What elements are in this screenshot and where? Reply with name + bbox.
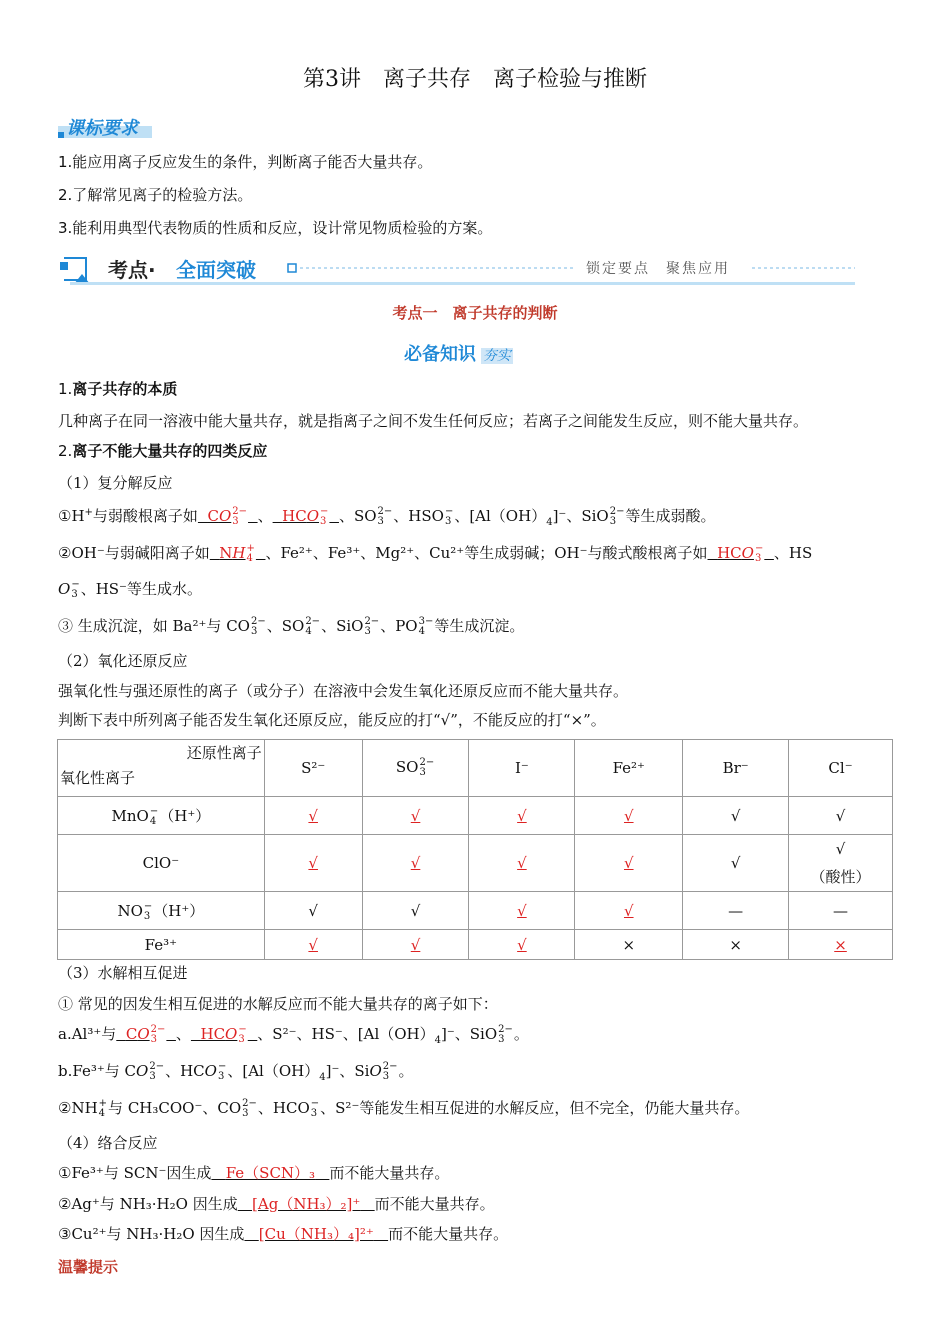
sub2-text1: 强氧化性与强还原性的离子（或分子）在溶液中会发生氧化还原反应而不能大量共存。 (58, 682, 629, 700)
kebiao-badge (58, 112, 156, 140)
kebiao-item-3: 3.能利用典型代表物质的性质和反应，设计常见物质检验的方案。 (58, 219, 493, 237)
table-row (58, 835, 893, 892)
line2-text-c: 、HS (773, 544, 813, 562)
line2-text-a: ②OH⁻与弱碱阳离子如 (58, 544, 210, 562)
line1-ans2: HC (282, 507, 307, 525)
table-header-row (58, 740, 893, 797)
cell: √ (683, 797, 789, 835)
p1-title-text: 离子共存的本质 (72, 380, 178, 398)
cell: √ (469, 797, 575, 835)
table-corner (58, 740, 265, 797)
row-label: Fe³⁺ (58, 930, 265, 960)
corner-top: 还原性离子 (186, 744, 262, 762)
line2-text-d: 、HS⁻等生成水。 (80, 580, 202, 598)
kebiao-item-2: 2.了解常见离子的检验方法。 (58, 186, 253, 204)
cell: √ (264, 797, 362, 835)
hydro-a: a.Al³⁺与 CO 2− 3 、 HCO − 3 、S²⁻、HS⁻、$[Al(OH)_4]^-$、SiO 2− 3 。 (58, 1024, 529, 1046)
line3-end: 等生成沉淀。 (434, 617, 525, 635)
cell-extra: （酸性） (810, 868, 871, 886)
complex-1-ans: Fe（SCN）₃ (225, 1164, 316, 1182)
line1-rest: 、SO (338, 507, 377, 525)
row-label-suffix: （H⁺） (159, 806, 211, 825)
complex-1-pre: ①Fe³⁺与 SCN⁻因生成 (58, 1164, 212, 1182)
col-i: I⁻ (469, 740, 575, 797)
row-label-text: NO (117, 901, 143, 920)
p2-title-text: 离子不能大量共存的四类反应 (72, 442, 268, 460)
line1-sio: ]⁻、SiO (552, 507, 609, 525)
cell: √ (362, 835, 469, 892)
line3-t2: 、SO (266, 617, 305, 635)
cell: × (683, 930, 789, 960)
hydro-c-prefix: ②NH (58, 1099, 98, 1117)
cell: √ (362, 797, 469, 835)
hydro-c-mid: 与 CH₃COO⁻、CO (108, 1099, 242, 1117)
sub4-heading: （4）络合反应 (58, 1134, 158, 1152)
col-so3: SO 2− 3 (362, 740, 469, 797)
complex-2 (58, 1193, 495, 1214)
hydro-a-ans2: HC (200, 1025, 226, 1043)
col-fe2: Fe²⁺ (575, 740, 683, 797)
hydro-b-rest: 、HC (165, 1062, 205, 1080)
line1-mid: 与弱酸根离子如 (92, 507, 198, 525)
cell: √ (264, 892, 362, 930)
hydro-a-prefix: a.Al³⁺与 (58, 1025, 117, 1043)
cell: √ (469, 930, 575, 960)
line1-al: 、[Al（OH） (454, 507, 547, 525)
line3-t3: 、SiO (321, 617, 364, 635)
p1-title-num: 1. (58, 380, 73, 398)
kaodian-label-right: 全面突破 (176, 258, 256, 282)
complex-2-ans: [Ag（NH₃）₂]⁺ (252, 1195, 361, 1213)
cell: × (575, 930, 683, 960)
row-label: NO − 3 （H⁺） (58, 892, 265, 930)
complex-3-ans: [Cu（NH₃）₄]²⁺ (258, 1225, 374, 1243)
cell: √ (469, 835, 575, 892)
kaodian-tagline: 锁定要点 聚焦应用 (586, 261, 730, 277)
row-label-text: MnO (111, 806, 149, 825)
knowledge-badge (404, 340, 513, 366)
sub2-text2: 判断下表中所列离子能否发生氧化还原反应，能反应的打“√”，不能反应的打“×”。 (58, 711, 606, 729)
cell: √ (264, 930, 362, 960)
sub2-heading: （2）氧化还原反应 (58, 652, 188, 670)
complex-1 (58, 1162, 449, 1183)
hydro-b-prefix: b.Fe³⁺与 C (58, 1062, 137, 1080)
hydro-c: ②NH + 4 与 CH₃COO⁻、CO 2− 3 、HCO − 3 、S²⁻等能发生相互促进的水解反应，但不完全，仍能大量共存。 (58, 1098, 750, 1119)
row-label: ClO⁻ (58, 835, 265, 892)
p2-title-num: 2. (58, 442, 73, 460)
kebiao-item-1: 1.能应用离子反应发生的条件，判断离子能否大量共存。 (58, 153, 433, 171)
cell: √ (362, 892, 469, 930)
line1-ans1: C (207, 507, 219, 525)
cell: √ (575, 892, 683, 930)
line2-text-b: 、Fe²⁺、Fe³⁺、Mg²⁺、Cu²⁺等生成弱碱；OH⁻与酸式酸根离子如 (265, 544, 708, 562)
table-row (58, 797, 893, 835)
knowledge-title: 必备知识 (404, 344, 476, 365)
cell: √ (469, 892, 575, 930)
table-row (58, 892, 893, 930)
line1-prefix: ①H (58, 507, 85, 525)
cell: √ (362, 930, 469, 960)
cell: × (789, 930, 893, 960)
col-so3-label: SO (395, 758, 419, 776)
hydro-a-rest: 、S²⁻、HS⁻、[Al（OH） (257, 1025, 435, 1043)
line2-ans2: HC (717, 544, 742, 562)
line2: ②OH⁻与弱碱阳离子如 NH + 4 、Fe²⁺、Fe³⁺、Mg²⁺、Cu²⁺等生成弱碱；OH⁻与酸式酸根离子如 HCO − 3 、HS (58, 543, 813, 564)
line1-hso: 、HSO (393, 507, 444, 525)
complex-3-pre: ③Cu²⁺与 NH₃·H₂O 因生成 (58, 1225, 245, 1243)
table-row (58, 930, 893, 960)
hydro-b-al: 、[Al（OH） (227, 1062, 320, 1080)
line3: ③ 生成沉淀，如 Ba²⁺与 CO 2− 3 、SO 2− 4 、SiO 2− 3 、PO 3− 4 等生成沉淀。 (58, 616, 525, 637)
hydro-a-end: ]⁻、SiO (441, 1025, 498, 1043)
complex-2-pre: ②Ag⁺与 NH₃·H₂O 因生成 (58, 1195, 238, 1213)
kaodian-bar (60, 248, 855, 288)
row-label-suffix: （H⁺） (153, 901, 205, 920)
complex-2-end: 而不能大量共存。 (374, 1195, 495, 1213)
redox-table (57, 739, 893, 960)
line3-t4: 、PO (380, 617, 418, 635)
line2-ans1: N (219, 544, 233, 562)
row-label: MnO − 4 （H⁺） (58, 797, 265, 835)
p1-title (58, 378, 177, 399)
page-title: 第3讲 离子共存 离子检验与推断 (303, 67, 647, 92)
p2-title (58, 440, 267, 461)
cell: √ (789, 797, 893, 835)
sub1-heading: （1）复分解反应 (58, 474, 173, 492)
line3-text: ③ 生成沉淀，如 Ba²⁺与 CO (58, 617, 250, 635)
cell-check: √ (835, 840, 846, 858)
line2-cont: O − 3 、HS⁻等生成水。 (58, 579, 202, 600)
tip-heading: 温馨提示 (58, 1258, 119, 1276)
knowledge-tag: 夯实 (482, 348, 511, 364)
cell: — (789, 892, 893, 930)
cell (789, 835, 893, 892)
col-br: Br⁻ (683, 740, 789, 797)
hydro-a-ans1: C (125, 1025, 138, 1043)
line1: ①H+与弱酸根离子如 CO 2− 3 、 HCO − 3 、SO 2− 3 、HSO − 3 、$[Al(OH)_4]^-$、SiO 2− 3 等生成弱酸。 (58, 506, 716, 528)
cell: √ (575, 797, 683, 835)
kaodian-label-left: 考点· (108, 258, 156, 282)
hydro-c-hco: 、HCO (257, 1099, 310, 1117)
complex-3-end: 而不能大量共存。 (388, 1225, 509, 1243)
p1-text: 几种离子在同一溶液中能大量共存，就是指离子之间不发生任何反应；若离子之间能发生反应，则不能大量共存。 (58, 412, 809, 430)
sub3-heading: （3）水解相互促进 (58, 964, 188, 982)
kebiao-header: 课标要求 (66, 118, 138, 139)
cell: √ (575, 835, 683, 892)
cell: — (683, 892, 789, 930)
complex-1-end: 而不能大量共存。 (329, 1164, 450, 1182)
hydro-b-end: ]⁻、Si (325, 1062, 370, 1080)
hydro-b: b.Fe³⁺与 CO 2− 3 、HCO − 3 、$[Al(OH)_4]^-$、SiO 2− 3 。 (58, 1061, 414, 1083)
cell: √ (683, 835, 789, 892)
complex-3 (58, 1223, 508, 1244)
col-cl: Cl⁻ (789, 740, 893, 797)
col-s2: S²⁻ (264, 740, 362, 797)
line1-end: 等生成弱酸。 (625, 507, 716, 525)
section-heading: 考点一 离子共存的判断 (392, 304, 558, 322)
corner-bottom: 氧化性离子 (60, 769, 136, 787)
sub3-intro: ① 常见的因发生相互促进的水解反应而不能大量共存的离子如下： (58, 995, 498, 1013)
cell: √ (264, 835, 362, 892)
hydro-c-end: 、S²⁻等能发生相互促进的水解反应，但不完全，仍能大量共存。 (320, 1099, 750, 1117)
